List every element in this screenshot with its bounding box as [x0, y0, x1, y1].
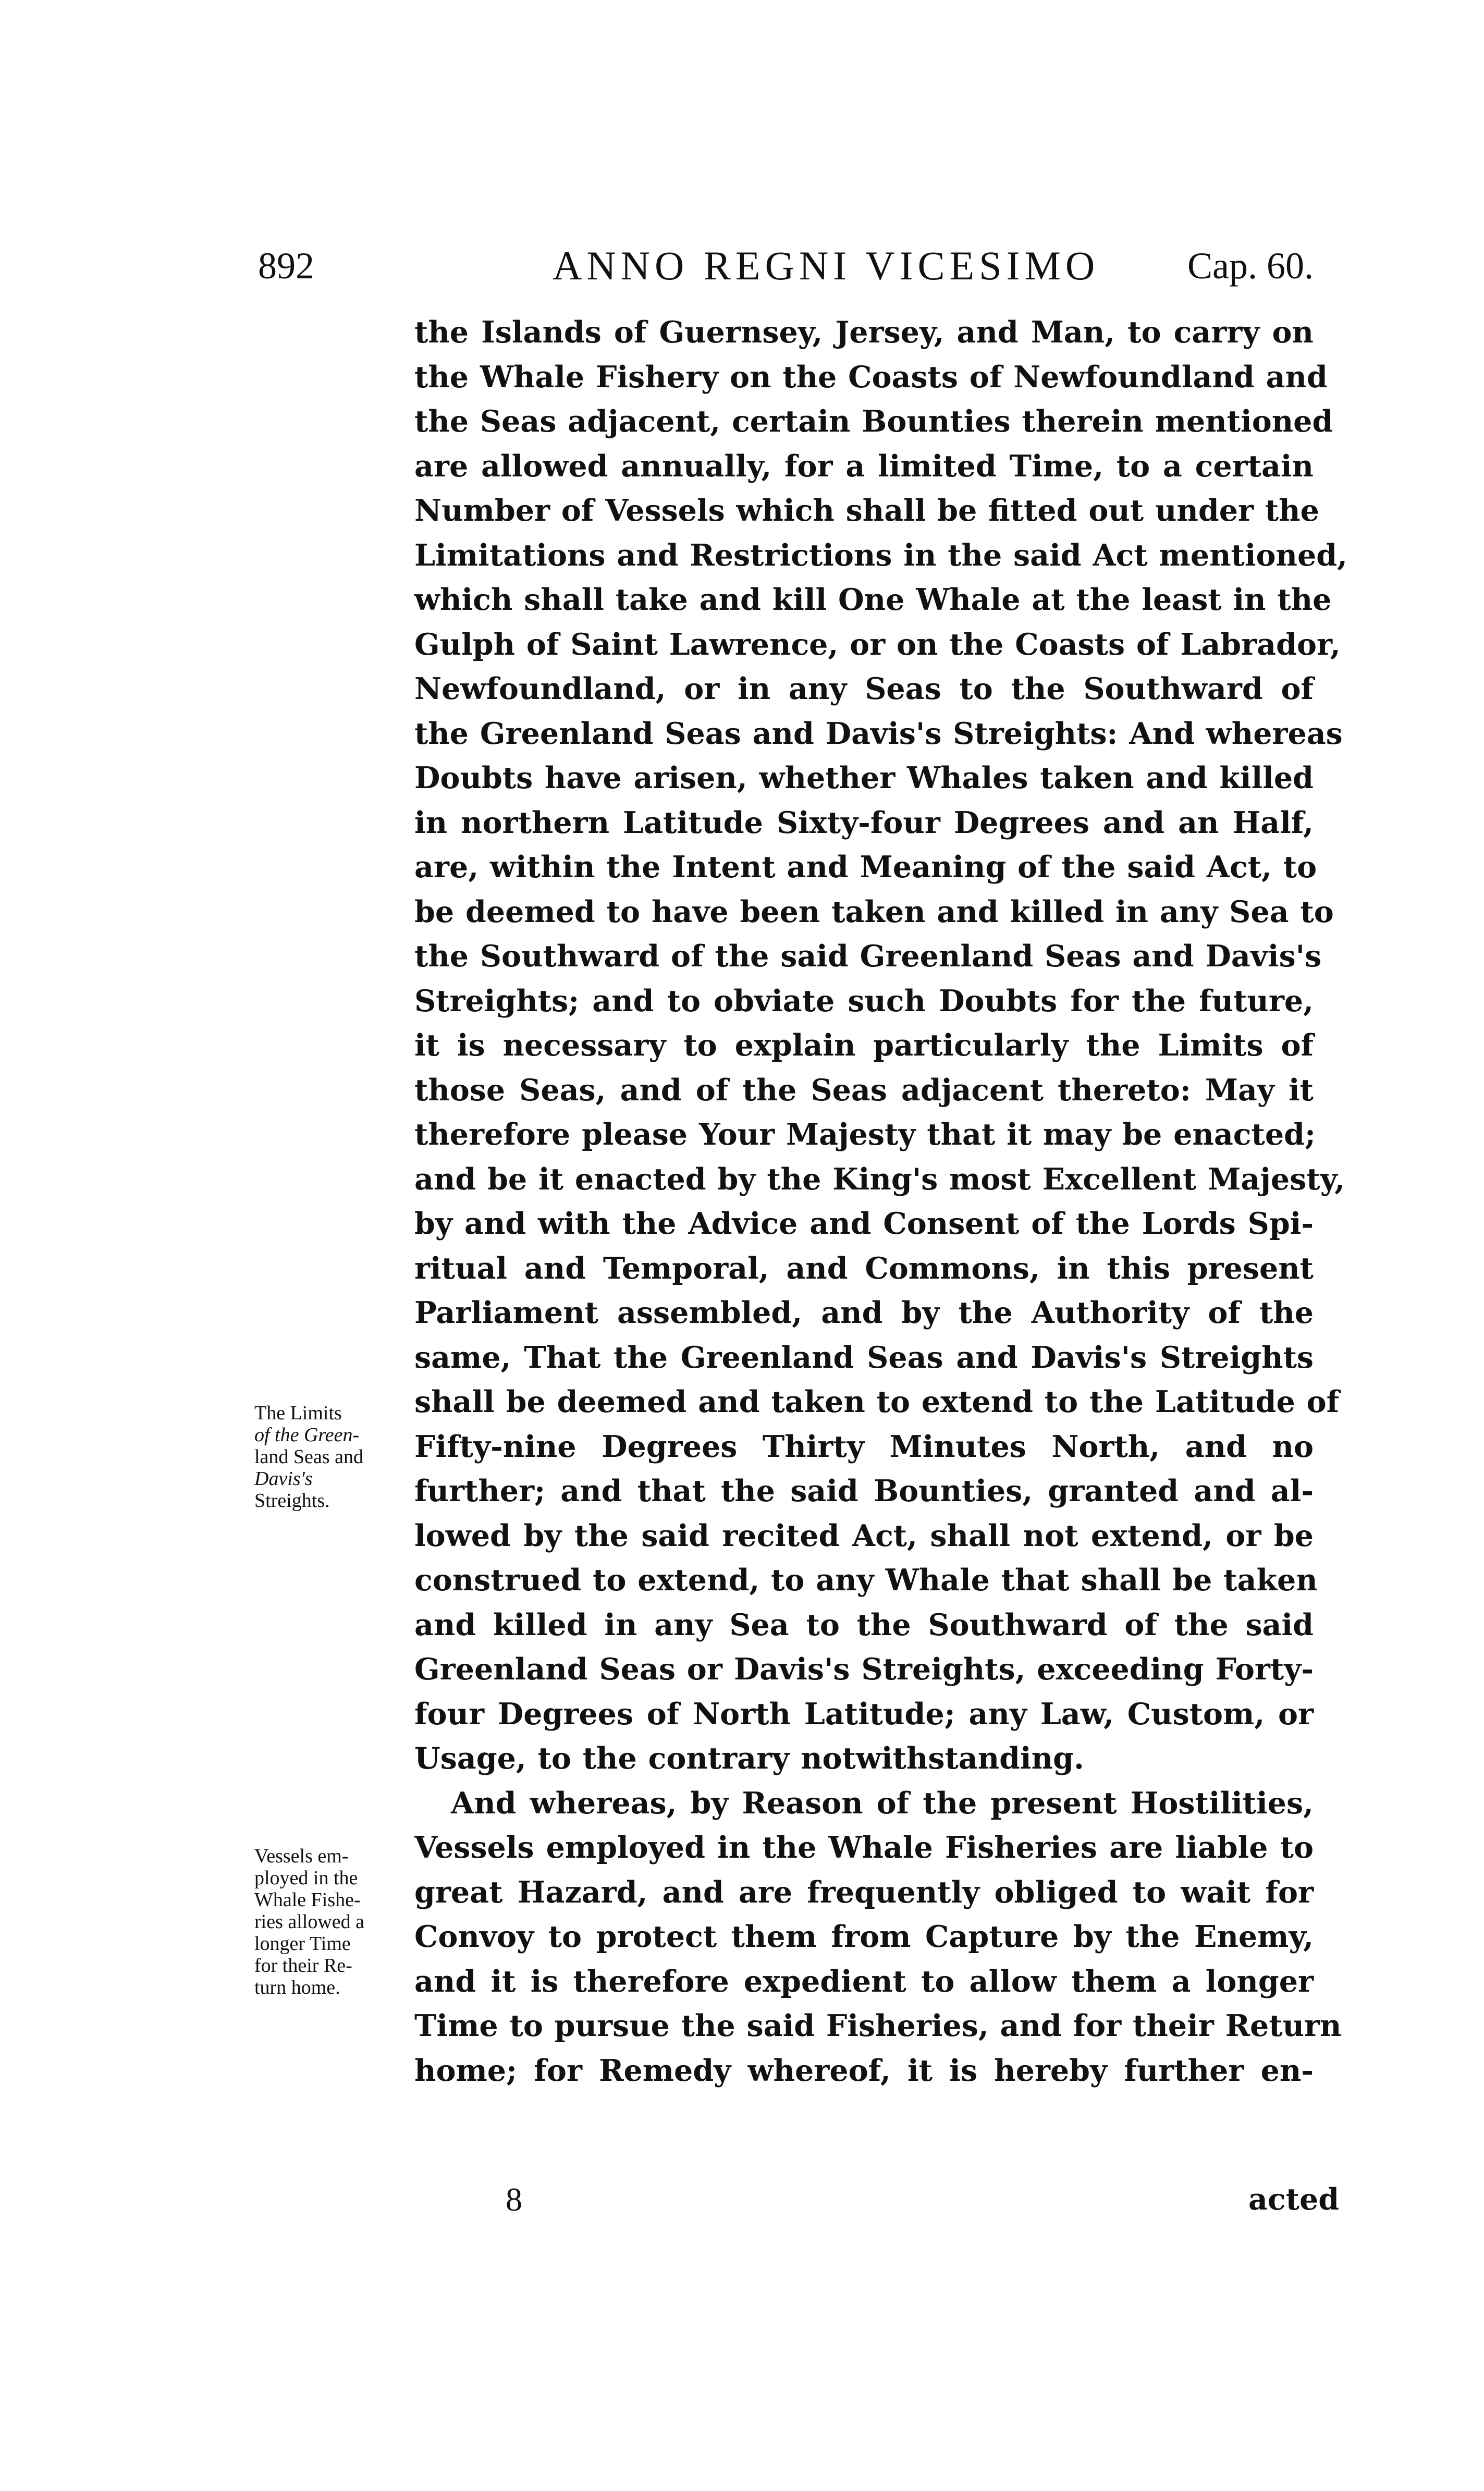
body-line: are allowed annually, for a limited Time, to a certain [414, 448, 1314, 484]
margin-note-line: ries allowed a [254, 1911, 365, 1933]
signature-mark: 8 [506, 2181, 522, 2218]
body-line: Usage, to the contrary notwithstanding. [414, 1741, 1084, 1776]
running-title: ANNO REGNI VICESIMO [553, 243, 1100, 288]
statute-body [414, 310, 1347, 2093]
body-line: and be it enacted by the King's most Excellent Majesty, [414, 1161, 1345, 1197]
body-line: the Islands of Guernsey, Jersey, and Man, to carry on [414, 315, 1314, 350]
body-line: the Southward of the said Greenland Seas and Davis's [414, 939, 1322, 974]
body-line: lowed by the said recited Act, shall not extend, or be [414, 1518, 1314, 1553]
margin-note-line: Streights. [254, 1490, 330, 1512]
body-line: Convoy to protect them from Capture by the Enemy, [414, 1919, 1314, 1954]
body-line: same, That the Greenland Seas and Davis's Streights [414, 1340, 1314, 1375]
body-line: in northern Latitude Sixty-four Degrees and an Half, [414, 805, 1314, 840]
margin-note-line: ployed in the [254, 1867, 358, 1889]
margin-note-line: turn home. [254, 1977, 340, 1998]
page-header [258, 237, 1314, 300]
margin-note-line: Whale Fishe- [254, 1889, 361, 1911]
body-line: those Seas, and of the Seas adjacent thereto: May it [414, 1072, 1314, 1108]
body-line: Fifty-nine Degrees Thirty Minutes North, and no [414, 1429, 1314, 1464]
body-line: Streights; and to obviate such Doubts for the future, [414, 983, 1314, 1019]
margin-note-line: Vessels em- [254, 1845, 349, 1867]
margin-note-vessels [254, 1845, 411, 1998]
body-line: Doubts have arisen, whether Whales taken and killed [414, 760, 1314, 795]
margin-note-line: of the Green- [254, 1424, 360, 1446]
margin-note-limits [254, 1402, 411, 1512]
chapter-number: Cap. 60. [1187, 245, 1314, 287]
body-line: the Seas adjacent, certain Bounties therein mentioned [414, 404, 1333, 439]
body-line: it is necessary to explain particularly the Limits of [414, 1028, 1314, 1063]
body-line: the Whale Fishery on the Coasts of Newfoundland and [414, 359, 1328, 395]
body-line: and it is therefore expedient to allow them a longer [414, 1964, 1314, 1999]
margin-note-line: longer Time [254, 1933, 351, 1955]
body-line: the Greenland Seas and Davis's Streights: And whereas [414, 716, 1343, 751]
body-line: and killed in any Sea to the Southward of the said [414, 1607, 1314, 1642]
body-line: by and with the Advice and Consent of the Lords Spi- [414, 1206, 1314, 1241]
margin-note-line: The Limits [254, 1402, 342, 1424]
body-line: construed to extend, to any Whale that shall be taken [414, 1563, 1318, 1598]
page-number: 892 [258, 245, 314, 287]
body-line: are, within the Intent and Meaning of the said Act, to [414, 850, 1317, 885]
margin-note-line: for their Re- [254, 1955, 352, 1977]
body-line: home; for Remedy whereof, it is hereby further en- [414, 2053, 1314, 2088]
body-line: further; and that the said Bounties, granted and al- [414, 1474, 1314, 1508]
body-line: Newfoundland, or in any Seas to the Southward of [414, 671, 1314, 706]
body-line: Vessels employed in the Whale Fisheries are liable to [414, 1830, 1314, 1865]
body-line: Gulph of Saint Lawrence, or on the Coasts of Labrador, [414, 627, 1341, 662]
body-line: And whereas, by Reason of the present Hostilities, [451, 1785, 1314, 1821]
body-line: therefore please Your Majesty that it may be enacted; [414, 1117, 1316, 1152]
body-line: Number of Vessels which shall be fitted out under the [414, 493, 1319, 528]
body-line: Parliament assembled, and by the Authority of the [414, 1295, 1314, 1330]
body-line: Limitations and Restrictions in the said Act mentioned, [414, 537, 1347, 573]
body-line: Greenland Seas or Davis's Streights, exceeding Forty- [414, 1652, 1314, 1687]
body-line: ritual and Temporal, and Commons, in this present [414, 1250, 1314, 1286]
margin-note-line: land Seas and [254, 1446, 363, 1468]
body-line: shall be deemed and taken to extend to the Latitude of [414, 1384, 1340, 1419]
body-line: Time to pursue the said Fisheries, and for their Return [414, 2008, 1342, 2043]
body-line: four Degrees of North Latitude; any Law, Custom, or [414, 1696, 1314, 1732]
catchword: acted [1248, 2182, 1340, 2217]
body-line: which shall take and kill One Whale at the least in the [414, 582, 1332, 617]
margin-note-line: Davis's [254, 1468, 313, 1490]
body-line: great Hazard, and are frequently obliged to wait for [414, 1874, 1314, 1910]
body-line: be deemed to have been taken and killed in any Sea to [414, 894, 1334, 929]
